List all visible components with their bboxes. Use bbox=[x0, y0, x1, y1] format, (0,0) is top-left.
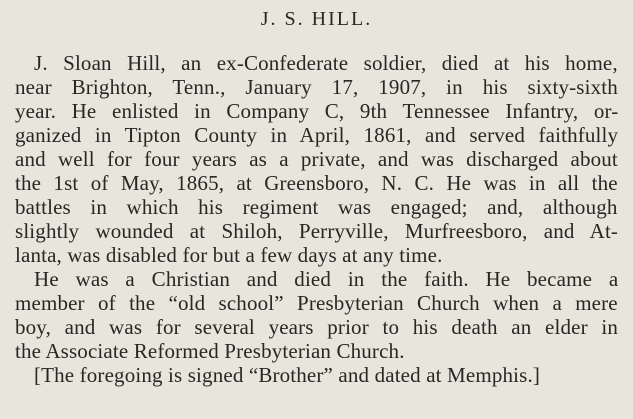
text-line-4: ganized in Tipton County in April, 1861, and served faithfully bbox=[15, 123, 619, 147]
text-line-6: the 1st of May, 1865, at Greensboro, N. C. He was in all the bbox=[15, 171, 618, 195]
text-line-8: slightly wounded at Shiloh, Perryville, Murfreesboro, and At- bbox=[15, 219, 619, 243]
obituary-title: J. S. HILL. bbox=[260, 8, 373, 30]
text-line-10: He was a Christian and died in the faith. He became a bbox=[34, 267, 619, 291]
text-line-12: boy, and was for several years prior to his death an elder in bbox=[15, 315, 619, 339]
text-line-2: near Brighton, Tenn., January 17, 1907, in his sixty-sixth bbox=[15, 75, 618, 99]
text-line-11: member of the “old school” Presbyterian Church when a mere bbox=[15, 291, 618, 315]
text-line-5: and well for four years as a private, and was discharged about bbox=[15, 147, 618, 171]
text-line-14: [The foregoing is signed “Brother” and dated at Memphis.] bbox=[34, 363, 540, 387]
text-line-9: lanta, was disabled for but a few days at any time. bbox=[15, 243, 443, 267]
text-line-7: battles in which his regiment was engaged; and, although bbox=[15, 195, 618, 219]
text-line-13: the Associate Reformed Presbyterian Church. bbox=[15, 339, 405, 363]
text-line-1: J. Sloan Hill, an ex-Confederate soldier, died at his home, bbox=[34, 51, 618, 75]
text-line-3: year. He enlisted in Company C, 9th Tennessee Infantry, or- bbox=[15, 99, 619, 123]
